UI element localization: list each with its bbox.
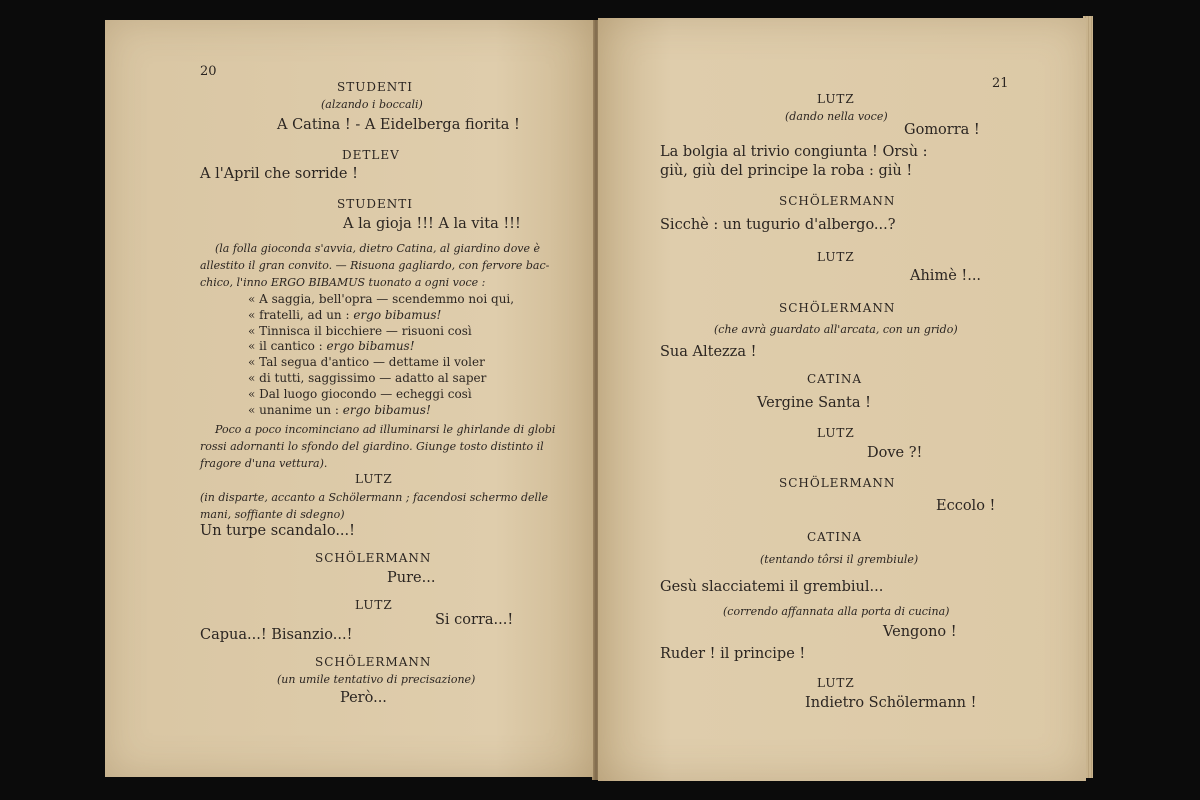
stage-direction: (tentando tôrsi il grembiule) <box>760 553 919 566</box>
speaker-lutz: LUTZ <box>817 676 855 690</box>
verse-text: « A saggia, bell'opra — scendemmo noi qui, <box>248 292 515 306</box>
dialogue-line: Vergine Santa ! <box>757 395 871 411</box>
stage-direction: (alzando i boccali) <box>321 98 423 111</box>
dialogue-line: Indietro Schölermann ! <box>805 695 977 711</box>
speaker-lutz: LUTZ <box>817 426 855 440</box>
page-number: 21 <box>992 76 1009 91</box>
verse-text: « fratelli, ad un : <box>248 307 354 322</box>
dialogue-line: A Catina ! - A Eidelberga fiorita ! <box>277 117 520 133</box>
speaker-catina: CATINA <box>807 530 863 544</box>
dialogue-line: Però... <box>340 690 387 706</box>
stage-direction: (che avrà guardato all'arcata, con un grido) <box>714 323 958 336</box>
verse-line <box>248 355 485 369</box>
speaker-scholermann: SCHÖLERMANN <box>315 655 432 669</box>
left-page <box>105 20 593 777</box>
speaker-catina: CATINA <box>807 372 863 386</box>
dialogue-line: giù, giù del principe la roba : giù ! <box>660 163 913 179</box>
speaker-scholermann: SCHÖLERMANN <box>315 551 432 565</box>
dialogue-line: Gesù slacciatemi il grembiul... <box>660 579 884 595</box>
stage-direction: mani, soffiante di sdegno) <box>200 508 345 521</box>
verse-line <box>248 387 472 401</box>
stage-direction: (dando nella voce) <box>785 110 888 123</box>
dialogue-line: Vengono ! <box>883 624 957 640</box>
stage-direction: rossi adornanti lo sfondo del giardino. Giunge tosto distinto il <box>200 440 544 453</box>
verse-text: « Tinnisca il bicchiere — risuoni così <box>248 323 472 338</box>
verse-line <box>248 292 514 306</box>
dialogue-line: La bolgia al trivio congiunta ! Orsù : <box>660 144 928 160</box>
stage-direction: allestito il gran convito. — Risuona gagliardo, con fervore bac- <box>200 259 550 272</box>
dialogue-line: Gomorra ! <box>904 122 980 138</box>
stage-direction: (correndo affannata alla porta di cucina) <box>723 605 950 618</box>
speaker-scholermann: SCHÖLERMANN <box>779 194 896 208</box>
right-page <box>598 18 1086 781</box>
dialogue-line: Capua...! Bisanzio...! <box>200 627 353 643</box>
stage-direction: fragore d'una vettura). <box>200 457 328 470</box>
speaker-lutz: LUTZ <box>355 472 393 486</box>
dialogue-line: Si corra...! <box>435 612 514 628</box>
dialogue-line: Un turpe scandalo...! <box>200 523 355 539</box>
verse-text: « unanime un : <box>248 402 343 417</box>
dialogue-line: Sicchè : un tugurio d'albergo...? <box>660 217 896 233</box>
dialogue-line: Dove ?! <box>867 445 923 461</box>
dialogue-line: A l'April che sorride ! <box>200 166 358 182</box>
dialogue-line: Pure... <box>387 570 436 586</box>
verse-line <box>248 371 486 385</box>
verse-line <box>248 324 472 338</box>
verse-text: « il cantico : <box>248 339 327 354</box>
dialogue-line: Eccolo ! <box>936 498 996 514</box>
stage-direction: chico, l'inno ERGO BIBAMUS tuonato a ogni voce : <box>200 276 486 289</box>
dialogue-line: Ruder ! il principe ! <box>660 646 806 662</box>
stage-direction: Poco a poco incominciano ad illuminarsi le ghirlande di globi <box>215 423 556 436</box>
dialogue-line: A la gioja !!! A la vita !!! <box>343 216 521 232</box>
verse-refrain: ergo bibamus! <box>353 307 442 322</box>
verse-line <box>248 308 441 322</box>
verse-text: « Dal luogo giocondo — echeggi così <box>248 386 472 401</box>
page-number: 20 <box>200 64 217 79</box>
stage-direction: (in disparte, accanto a Schölermann ; facendosi schermo delle <box>200 491 549 504</box>
speaker-scholermann: SCHÖLERMANN <box>779 476 896 490</box>
speaker-lutz: LUTZ <box>355 598 393 612</box>
speaker-scholermann: SCHÖLERMANN <box>779 301 896 315</box>
verse-refrain: ergo bibamus! <box>326 339 415 354</box>
verse-text: « Tal segua d'antico — dettame il voler <box>248 355 485 370</box>
stage-direction: (la folla gioconda s'avvia, dietro Catina, al giardino dove è <box>215 242 541 255</box>
speaker-detlev: DETLEV <box>342 148 400 162</box>
speaker-lutz: LUTZ <box>817 92 855 106</box>
dialogue-line: Sua Altezza ! <box>660 344 757 360</box>
verse-text: « di tutti, saggissimo — adatto al saper <box>248 371 487 385</box>
dialogue-line: Ahimè !... <box>910 268 982 284</box>
stage-direction: (un umile tentativo di precisazione) <box>277 673 476 686</box>
verse-refrain: ergo bibamus! <box>342 402 431 417</box>
speaker-lutz: LUTZ <box>817 250 855 264</box>
verse-line <box>248 339 415 353</box>
verse-line <box>248 403 431 417</box>
speaker-studenti: STUDENTI <box>337 80 413 94</box>
speaker-studenti: STUDENTI <box>337 197 413 211</box>
